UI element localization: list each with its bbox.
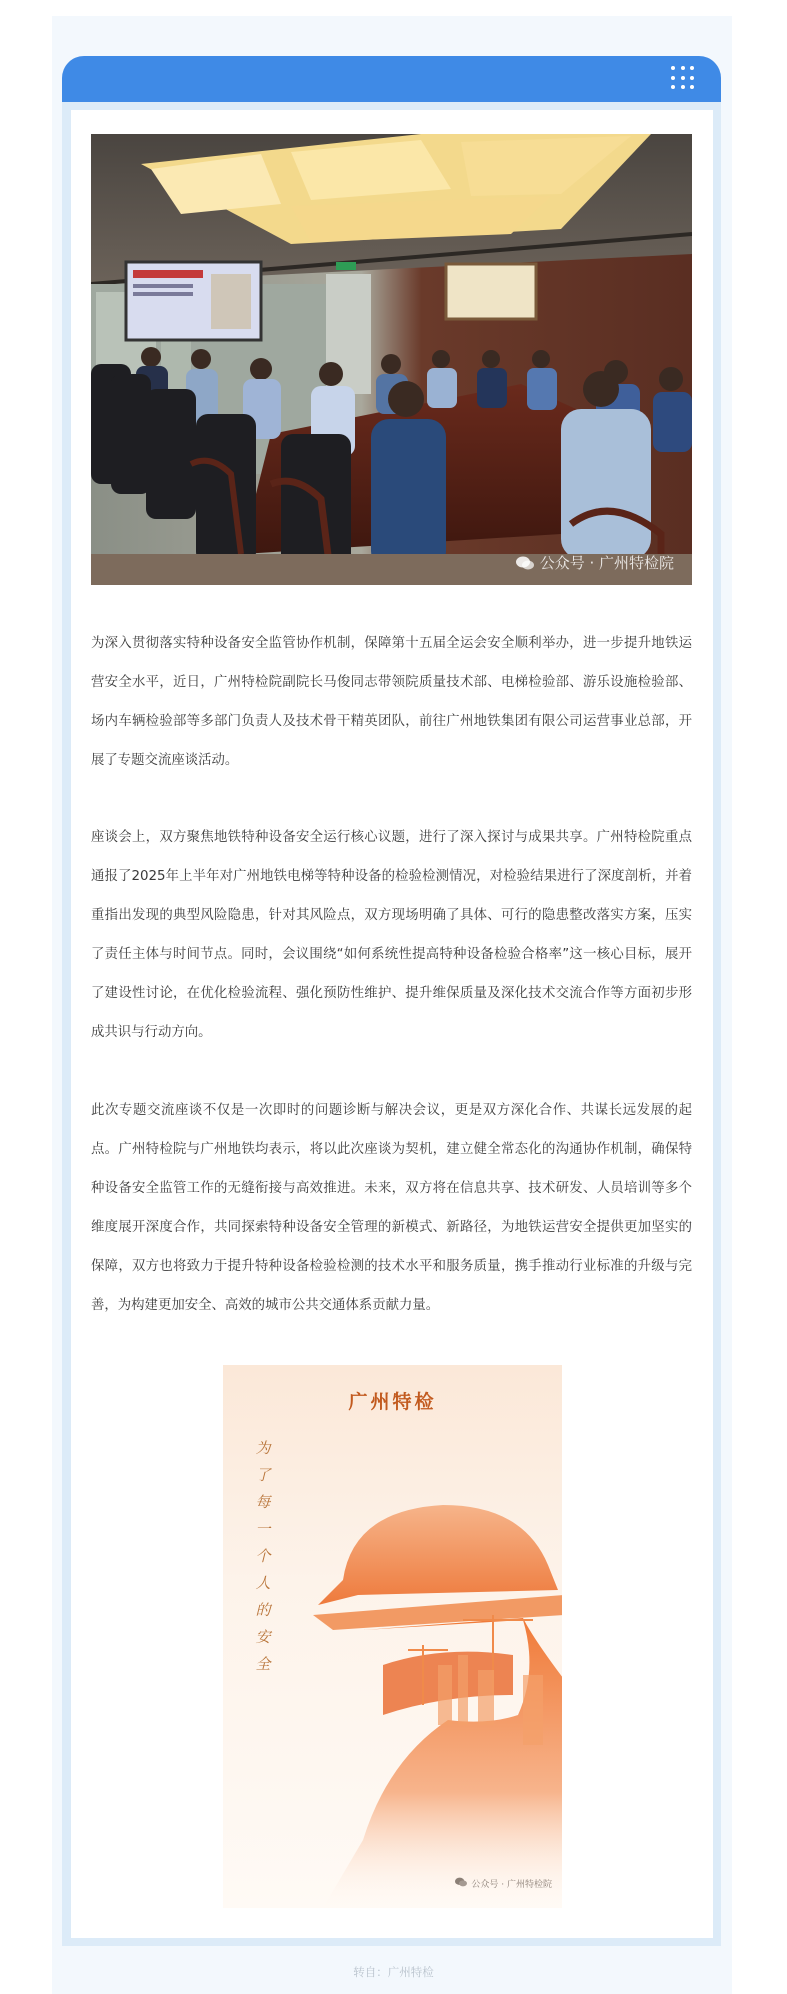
article-paragraph-2: 座谈会上，双方聚焦地铁特种设备安全运行核心议题，进行了深入探讨与成果共享。广州特检院重点通报了2025年上半年对广州地铁电梯等特种设备的检验检测情况，对检验结果进行了深度剖析，并着重指出发现的典型风险隐患，针对其风险点，双方现场明确了具体、可行的隐患整改落实方案，压实了责任主体与时间节点。同时，会议围绕“如何系统性提高特种设备检验合格率”这一核心目标，展开了建设性讨论，在优化检验流程、强化预防性维护、提升维保质量及深化技术交流合作等方面初步形成共识与行动方向。 [91, 830, 692, 1040]
meeting-photo [91, 134, 692, 585]
article-paragraph-1: 为深入贯彻落实特种设备安全监管协作机制，保障第十五届全运会安全顺利举办，进一步提升地铁运营安全水平，近日，广州特检院副院长马俊同志带领院质量技术部、电梯检验部、游乐设施检验部、场内车辆检验部等多部门负责人及技术骨干精英团队，前往广州地铁集团有限公司运营事业总部，开展了专题交流座谈活动。 [91, 636, 692, 768]
wechat-icon [516, 556, 534, 570]
photo-watermark-text: 公众号 · 广州特检院 [539, 554, 674, 572]
poster-slogan: 为了每一个人的安全 [255, 1439, 271, 1673]
article-header-bar [62, 56, 721, 102]
source-attribution: 转自：广州特检 [353, 1965, 434, 1979]
grid-dots-icon [671, 66, 695, 90]
safety-poster [223, 1365, 562, 1908]
meeting-photo-illustration [91, 134, 692, 585]
poster-watermark [455, 1877, 552, 1890]
poster-title: 广州特检 [348, 1391, 437, 1413]
article-paragraph-3: 此次专题交流座谈不仅是一次即时的问题诊断与解决会议，更是双方深化合作、共谋长远发展的起点。广州特检院与广州地铁均表示，将以此次座谈为契机，建立健全常态化的沟通协作机制，确保特种设备安全监管工作的无缝衔接与高效推进。未来，双方将在信息共享、技术研发、人员培训等多个维度展开深度合作，共同探索特种设备安全管理的新模式、新路径，为地铁运营安全提供更加坚实的保障，双方也将致力于提升特种设备检验检测的技术水平和服务质量，携手推动行业标准的升级与完善，为构建更加安全、高效的城市公共交通体系贡献力量。 [91, 1103, 692, 1313]
poster-watermark-text: 公众号 · 广州特检院 [471, 1880, 552, 1890]
photo-watermark [516, 552, 674, 573]
wechat-icon [455, 1877, 467, 1890]
